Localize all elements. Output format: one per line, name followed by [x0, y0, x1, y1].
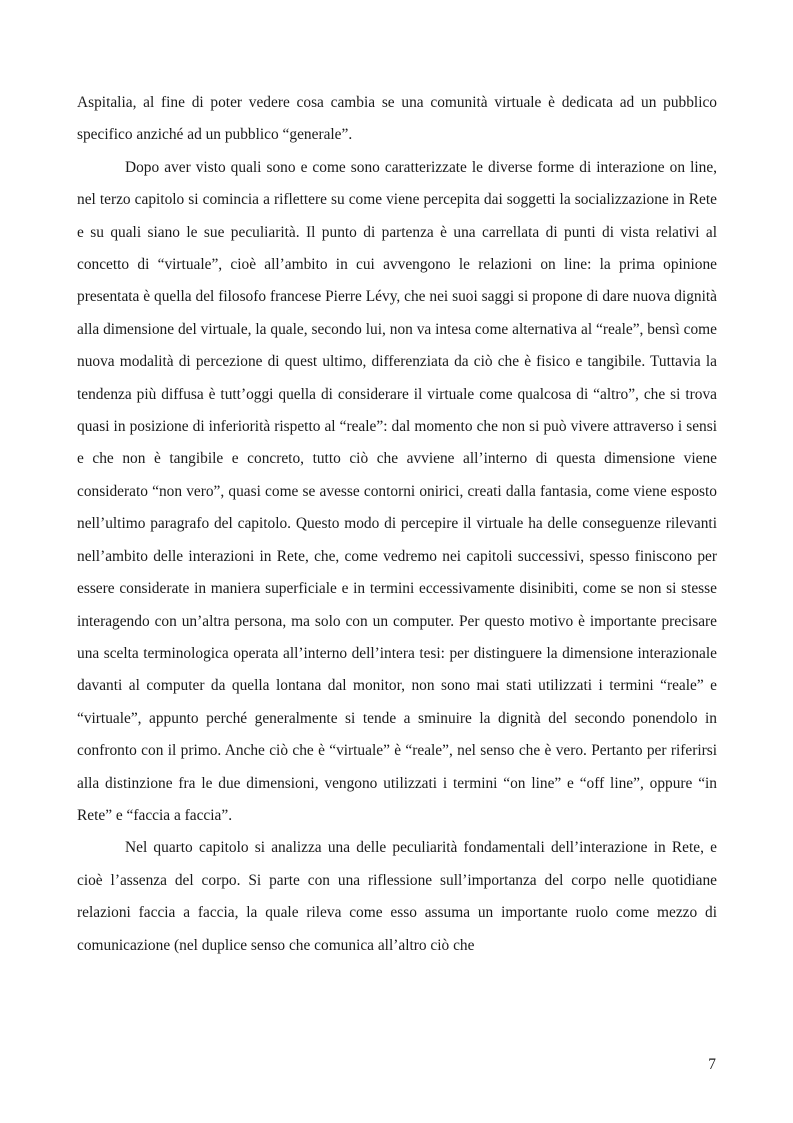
paragraph-third-chapter: Dopo aver visto quali sono e come sono caratterizzate le diverse forme di interazione on line, nel terzo capitolo si comincia a riflettere su come viene percepita dai soggetti la socializzazione in Rete e su quali siano le sue peculiarità. Il punto di partenza è una carrellata di punti di vista relativi al concetto di “virtuale”, cioè all’ambito in cui avvengono le relazioni on line: la prima opinione presentata è quella del filosofo francese Pierre Lévy, che nei suoi saggi si propone di dare nuova dignità alla dimensione del virtuale, la quale, secondo lui, non va intesa come alternativa al “reale”, bensì come nuova modalità di percezione di quest ultimo, differenziata da ciò che è fisico e tangibile. Tuttavia la tendenza più diffusa è tutt’oggi quella di considerare il virtuale come qualcosa di “altro”, che si trova quasi in posizione di inferiorità rispetto al “reale”: dal momento che non si può vivere attraverso i sensi e che non è tangibile e concreto, tutto ciò che avviene all’interno di questa dimensione viene considerato “non vero”, quasi come se avesse contorni onirici, creati dalla fantasia, come viene esposto nell’ultimo paragrafo del capitolo. Questo modo di percepire il virtuale ha delle conseguenze rilevanti nell’ambito delle interazioni in Rete, che, come vedremo nei capitoli successivi, spesso finiscono per essere considerate in maniera superficiale e in termini eccessivamente disinibiti, come se non si stesse interagendo con un’altra persona, ma solo con un computer. Per questo motivo è importante precisare una scelta terminologica operata all’interno dell’intera tesi: per distinguere la dimensione interazionale davanti al computer da quella lontana dal monitor, non sono mai stati utilizzati i termini “reale” e “virtuale”, appunto perché generalmente si tende a sminuire la dignità del secondo ponendolo in confronto con il primo. Anche ciò che è “virtuale” è “reale”, nel senso che è vero. Pertanto per riferirsi alla distinzione fra le due dimensioni, vengono utilizzati i termini “on line” e “off line”, oppure “in Rete” e “faccia a faccia”. [77, 158, 717, 824]
paragraph-fourth-chapter: Nel quarto capitolo si analizza una delle peculiarità fondamentali dell’interazione in Rete, e cioè l’assenza del corpo. Si parte con una riflessione sull’importanza del corpo nelle quotidiane relazioni faccia a faccia, la quale rileva come esso assuma un importante ruolo come mezzo di comunicazione (nel duplice senso che comunica all’altro ciò che [77, 839, 717, 954]
document-page [77, 87, 717, 962]
paragraph-continuation: Aspitalia, al fine di poter vedere cosa cambia se una comunità virtuale è dedicata ad un pubblico specifico anziché ad un pubblico “generale”. [77, 94, 717, 144]
page-number: 7 [708, 1056, 716, 1073]
